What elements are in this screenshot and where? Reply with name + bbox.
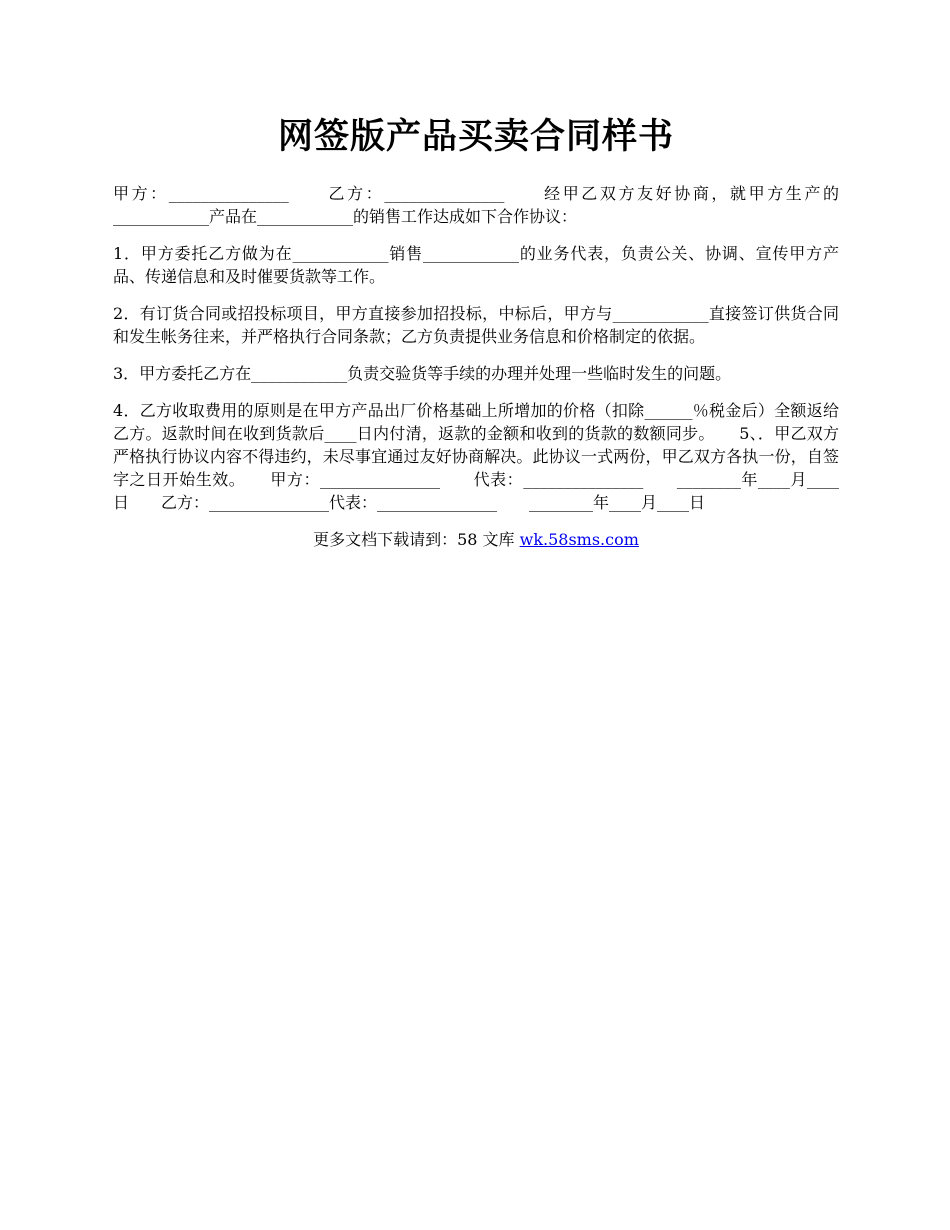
clause-3: 3．甲方委托乙方在____________负责交验货等手续的办理并处理一些临时发生的问题。	[113, 364, 732, 383]
intro-paragraph: 甲方：_______________ 乙方：_______________ 经甲乙双方友好协商，就甲方生产的____________产品在____________的销售工作达成如下合作协议：	[113, 184, 839, 226]
footer-text: 更多文档下载请到：58 文库	[313, 530, 520, 549]
footer-link[interactable]: wk.58sms.com	[519, 530, 639, 549]
clause-4-and-signatures: 4．乙方收取费用的原则是在甲方产品出厂价格基础上所增加的价格（扣除______％税金后）全额返给乙方。返款时间在收到货款后____日内付清，返款的金额和收到的货款的数额同步。 5、．甲乙双方严格执行协议内容不得违约，未尽事宜通过友好协商解决。此协议一式两份，甲乙双方各执一份，自签字之日开始生效。 甲方：_______________ 代表：_______________ ________年____月____日 乙方：_______________代表：_______________ ________年____月____日	[113, 401, 839, 512]
document-title: 网签版产品买卖合同样书	[277, 116, 674, 157]
footer	[113, 528, 839, 551]
clause-1: 1．甲方委托乙方做为在____________销售____________的业务代表，负责公关、协调、宣传甲方产品、传递信息和及时催要货款等工作。	[113, 244, 839, 286]
clause-2: 2．有订货合同或招投标项目，甲方直接参加招投标，中标后，甲方与____________直接签订供货合同和发生帐务往来，并严格执行合同条款；乙方负责提供业务信息和价格制定的依据。	[113, 304, 839, 346]
document-page	[113, 100, 839, 551]
